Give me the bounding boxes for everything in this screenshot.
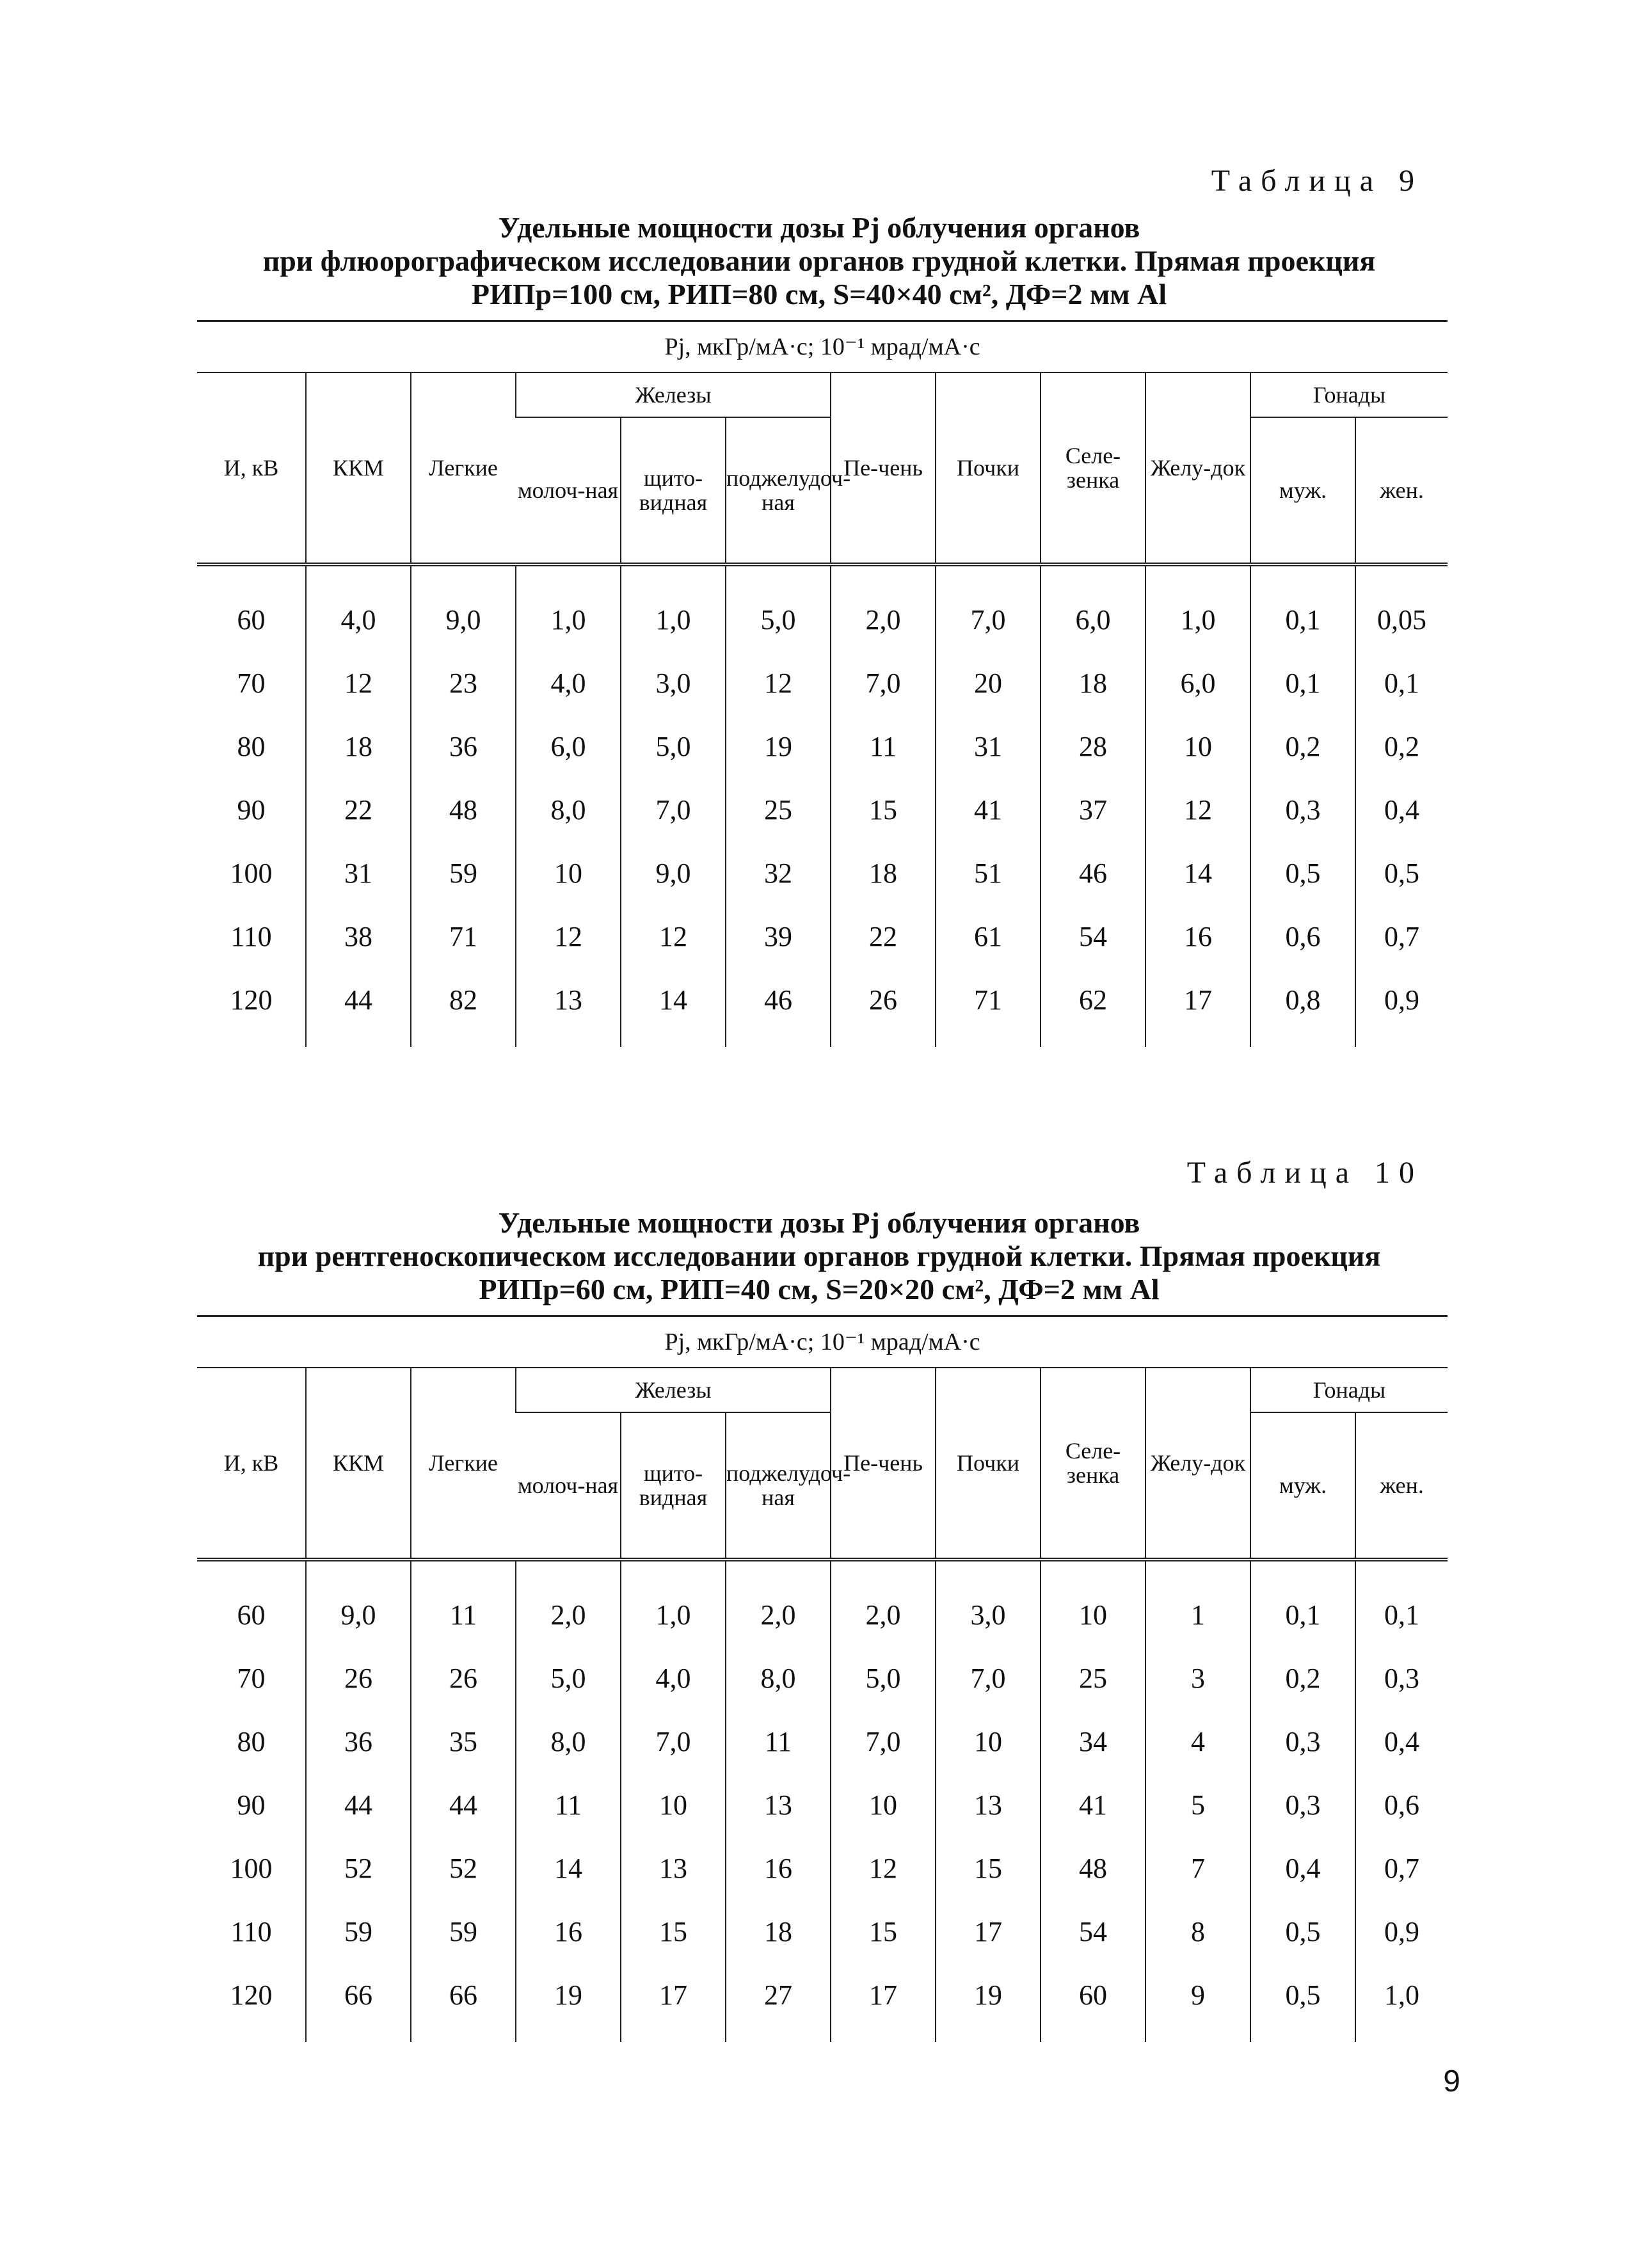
table-cell: 52 bbox=[411, 1837, 516, 1900]
table-cell: 4,0 bbox=[621, 1647, 726, 1710]
table-cell: 35 bbox=[411, 1710, 516, 1773]
row-kv-cell: 60 bbox=[197, 564, 306, 651]
table-10 bbox=[197, 1315, 1448, 2042]
table-cell: 11 bbox=[516, 1773, 621, 1837]
row-kv-cell: 100 bbox=[230, 1853, 273, 1884]
header-kv: И, кВ bbox=[197, 372, 306, 564]
table-cell: 16 bbox=[1145, 905, 1250, 968]
header-kidneys: Почки bbox=[936, 372, 1041, 564]
table-row bbox=[197, 968, 1448, 1047]
table-row bbox=[197, 905, 1448, 968]
table-cell: 0,1 bbox=[1250, 564, 1355, 651]
table-row bbox=[197, 1837, 1448, 1900]
table-cell: 0,5 bbox=[1355, 842, 1448, 905]
table-cell: 16 bbox=[726, 1837, 831, 1900]
table-cell: 17 bbox=[1145, 968, 1250, 1047]
table-cell: 12 bbox=[516, 905, 621, 968]
table-cell: 25 bbox=[1041, 1647, 1145, 1710]
table-cell: 31 bbox=[306, 842, 411, 905]
table-cell: 0,9 bbox=[1355, 968, 1448, 1047]
table-cell: 62 bbox=[1041, 968, 1145, 1047]
table-9-caption: Таблица 9 bbox=[1211, 164, 1423, 198]
table-cell: 2,0 bbox=[831, 564, 936, 651]
table-cell: 0,3 bbox=[1250, 778, 1355, 842]
table-cell: 13 bbox=[621, 1837, 726, 1900]
header-female: жен. bbox=[1355, 417, 1448, 564]
row-kv-cell: 90 bbox=[237, 794, 266, 826]
table-9-title-line-1: Удельные мощности дозы Pj облучения органов bbox=[498, 211, 1140, 244]
table-cell: 46 bbox=[726, 968, 831, 1047]
row-kv-cell: 60 bbox=[197, 1560, 306, 1647]
table-cell: 0,3 bbox=[1355, 1647, 1448, 1710]
table-cell: 0,9 bbox=[1355, 1900, 1448, 1963]
table-row bbox=[197, 1710, 1448, 1773]
table-cell: 5,0 bbox=[621, 715, 726, 778]
table-cell: 9 bbox=[1145, 1963, 1250, 2042]
table-cell: 54 bbox=[1041, 1900, 1145, 1963]
table-cell: 26 bbox=[831, 968, 936, 1047]
table-cell: 25 bbox=[726, 778, 831, 842]
row-kv-cell: 70 bbox=[237, 667, 266, 699]
table-cell: 0,6 bbox=[1355, 1773, 1448, 1837]
table-row bbox=[197, 1773, 1448, 1837]
header-liver: Пе-чень bbox=[831, 1368, 936, 1560]
table-cell: 0,5 bbox=[1250, 842, 1355, 905]
table-cell: 13 bbox=[726, 1773, 831, 1837]
table-cell: 15 bbox=[831, 778, 936, 842]
table-cell: 1,0 bbox=[621, 1560, 726, 1647]
table-cell: 59 bbox=[411, 1900, 516, 1963]
table-cell: 0,7 bbox=[1355, 905, 1448, 968]
table-cell: 48 bbox=[411, 778, 516, 842]
table-cell: 10 bbox=[621, 1773, 726, 1837]
table-row bbox=[197, 778, 1448, 842]
table-cell: 38 bbox=[306, 905, 411, 968]
table-9 bbox=[197, 320, 1448, 1047]
table-cell: 11 bbox=[726, 1710, 831, 1773]
row-kv-cell: 120 bbox=[230, 984, 273, 1016]
row-kv-cell: 70 bbox=[237, 1663, 266, 1694]
table-cell: 3,0 bbox=[936, 1560, 1041, 1647]
table-cell: 0,4 bbox=[1355, 778, 1448, 842]
table-cell: 15 bbox=[831, 1900, 936, 1963]
row-kv-cell: 110 bbox=[230, 921, 272, 952]
header-glands: Железы bbox=[516, 372, 831, 417]
table-cell: 2,0 bbox=[831, 1560, 936, 1647]
table-cell: 3,0 bbox=[621, 651, 726, 715]
table-cell: 6,0 bbox=[1041, 564, 1145, 651]
row-kv-cell: 90 bbox=[237, 1789, 266, 1821]
table-cell: 10 bbox=[1145, 715, 1250, 778]
table-cell: 22 bbox=[831, 905, 936, 968]
table-cell: 0,1 bbox=[1355, 1560, 1448, 1647]
table-cell: 0,7 bbox=[1355, 1837, 1448, 1900]
table-cell: 12 bbox=[831, 1837, 936, 1900]
table-cell: 15 bbox=[621, 1900, 726, 1963]
unit-header: Pj, мкГр/мА·с; 10⁻¹ мрад/мА·с bbox=[197, 321, 1448, 373]
table-row bbox=[197, 651, 1448, 715]
table-cell: 17 bbox=[831, 1963, 936, 2042]
table-cell: 1,0 bbox=[516, 564, 621, 651]
header-breast: молоч-ная bbox=[516, 1412, 621, 1560]
table-cell: 5 bbox=[1145, 1773, 1250, 1837]
table-cell: 8 bbox=[1145, 1900, 1250, 1963]
table-cell: 7,0 bbox=[936, 564, 1041, 651]
page-number: 9 bbox=[1443, 2064, 1460, 2098]
header-liver: Пе-чень bbox=[831, 372, 936, 564]
table-row bbox=[197, 564, 1448, 651]
table-cell: 1 bbox=[1145, 1560, 1250, 1647]
table-cell: 10 bbox=[831, 1773, 936, 1837]
table-cell: 16 bbox=[516, 1900, 621, 1963]
table-cell: 1,0 bbox=[621, 564, 726, 651]
header-gonads: Гонады bbox=[1250, 372, 1448, 417]
header-glands: Железы bbox=[516, 1368, 831, 1412]
table-cell: 0,2 bbox=[1355, 715, 1448, 778]
table-cell: 11 bbox=[831, 715, 936, 778]
table-cell: 1,0 bbox=[1355, 1963, 1448, 2042]
table-cell: 17 bbox=[621, 1963, 726, 2042]
table-cell: 71 bbox=[411, 905, 516, 968]
table-cell: 28 bbox=[1041, 715, 1145, 778]
table-cell: 4 bbox=[1145, 1710, 1250, 1773]
table-cell: 34 bbox=[1041, 1710, 1145, 1773]
table-cell: 7,0 bbox=[831, 651, 936, 715]
table-cell: 41 bbox=[936, 778, 1041, 842]
table-cell: 0,5 bbox=[1250, 1963, 1355, 2042]
table-cell: 0,1 bbox=[1250, 1560, 1355, 1647]
table-cell: 44 bbox=[306, 1773, 411, 1837]
table-cell: 12 bbox=[1145, 778, 1250, 842]
table-cell: 22 bbox=[306, 778, 411, 842]
table-cell: 12 bbox=[726, 651, 831, 715]
table-cell: 7,0 bbox=[936, 1647, 1041, 1710]
table-cell: 14 bbox=[621, 968, 726, 1047]
table-cell: 7,0 bbox=[621, 1710, 726, 1773]
header-thyroid: щито-видная bbox=[621, 1412, 726, 1560]
table-cell: 0,1 bbox=[1355, 651, 1448, 715]
table-row bbox=[197, 1963, 1448, 2042]
table-cell: 3 bbox=[1145, 1647, 1250, 1710]
table-cell: 23 bbox=[411, 651, 516, 715]
table-row bbox=[197, 1900, 1448, 1963]
table-10-title-line-3: РИПр=60 см, РИП=40 см, S=20×20 см², ДФ=2 мм Al bbox=[479, 1273, 1160, 1306]
table-9-title bbox=[192, 211, 1446, 311]
table-cell: 19 bbox=[726, 715, 831, 778]
header-kkm: ККМ bbox=[306, 372, 411, 564]
table-cell: 0,05 bbox=[1355, 564, 1448, 651]
table-cell: 0,4 bbox=[1355, 1710, 1448, 1773]
header-kkm: ККМ bbox=[306, 1368, 411, 1560]
table-cell: 13 bbox=[936, 1773, 1041, 1837]
table-cell: 0,4 bbox=[1250, 1837, 1355, 1900]
table-cell: 36 bbox=[306, 1710, 411, 1773]
table-cell: 27 bbox=[726, 1963, 831, 2042]
table-cell: 82 bbox=[411, 968, 516, 1047]
table-cell: 15 bbox=[936, 1837, 1041, 1900]
header-pancreas: поджелудоч-ная bbox=[726, 417, 831, 564]
table-cell: 0,6 bbox=[1250, 905, 1355, 968]
table-cell: 31 bbox=[936, 715, 1041, 778]
header-male: муж. bbox=[1250, 1412, 1355, 1560]
table-cell: 12 bbox=[306, 651, 411, 715]
table-9-title-line-3: РИПр=100 см, РИП=80 см, S=40×40 см², ДФ=2 мм Al bbox=[471, 278, 1167, 310]
table-cell: 0,3 bbox=[1250, 1710, 1355, 1773]
table-cell: 20 bbox=[936, 651, 1041, 715]
table-cell: 11 bbox=[411, 1560, 516, 1647]
table-cell: 2,0 bbox=[726, 1560, 831, 1647]
header-male: муж. bbox=[1250, 417, 1355, 564]
table-cell: 9,0 bbox=[621, 842, 726, 905]
table-cell: 14 bbox=[516, 1837, 621, 1900]
table-cell: 9,0 bbox=[306, 1560, 411, 1647]
header-kidneys: Почки bbox=[936, 1368, 1041, 1560]
table-cell: 18 bbox=[306, 715, 411, 778]
table-cell: 2,0 bbox=[516, 1560, 621, 1647]
table-cell: 46 bbox=[1041, 842, 1145, 905]
table-cell: 4,0 bbox=[516, 651, 621, 715]
table-cell: 0,2 bbox=[1250, 715, 1355, 778]
table-cell: 66 bbox=[306, 1963, 411, 2042]
table-cell: 19 bbox=[936, 1963, 1041, 2042]
table-cell: 0,8 bbox=[1250, 968, 1355, 1047]
table-10-title-line-1: Удельные мощности дозы Pj облучения органов bbox=[498, 1206, 1140, 1239]
table-cell: 14 bbox=[1145, 842, 1250, 905]
table-cell: 60 bbox=[1041, 1963, 1145, 2042]
row-kv-cell: 100 bbox=[230, 858, 273, 889]
table-cell: 8,0 bbox=[726, 1647, 831, 1710]
table-cell: 59 bbox=[411, 842, 516, 905]
table-cell: 5,0 bbox=[516, 1647, 621, 1710]
table-cell: 4,0 bbox=[306, 564, 411, 651]
table-10-caption: Таблица 10 bbox=[1186, 1156, 1423, 1190]
table-cell: 6,0 bbox=[1145, 651, 1250, 715]
table-cell: 10 bbox=[516, 842, 621, 905]
header-breast: молоч-ная bbox=[516, 417, 621, 564]
header-gonads: Гонады bbox=[1250, 1368, 1448, 1412]
table-cell: 59 bbox=[306, 1900, 411, 1963]
table-cell: 61 bbox=[936, 905, 1041, 968]
table-cell: 66 bbox=[411, 1963, 516, 2042]
header-kv: И, кВ bbox=[197, 1368, 306, 1560]
table-cell: 0,1 bbox=[1250, 651, 1355, 715]
header-stomach: Желу-док bbox=[1145, 1368, 1250, 1560]
table-row bbox=[197, 1560, 1448, 1647]
table-cell: 32 bbox=[726, 842, 831, 905]
table-9-body bbox=[197, 564, 1448, 1047]
table-cell: 18 bbox=[831, 842, 936, 905]
table-cell: 9,0 bbox=[411, 564, 516, 651]
table-cell: 7 bbox=[1145, 1837, 1250, 1900]
table-cell: 5,0 bbox=[726, 564, 831, 651]
table-cell: 5,0 bbox=[831, 1647, 936, 1710]
table-cell: 6,0 bbox=[516, 715, 621, 778]
table-cell: 26 bbox=[411, 1647, 516, 1710]
table-cell: 13 bbox=[516, 968, 621, 1047]
table-cell: 0,3 bbox=[1250, 1773, 1355, 1837]
table-cell: 10 bbox=[936, 1710, 1041, 1773]
row-kv-cell: 80 bbox=[237, 731, 266, 762]
unit-header: Pj, мкГр/мА·с; 10⁻¹ мрад/мА·с bbox=[197, 1316, 1448, 1368]
table-cell: 39 bbox=[726, 905, 831, 968]
table-cell: 26 bbox=[306, 1647, 411, 1710]
table-cell: 36 bbox=[411, 715, 516, 778]
table-cell: 54 bbox=[1041, 905, 1145, 968]
table-cell: 44 bbox=[306, 968, 411, 1047]
table-10-title bbox=[192, 1206, 1446, 1306]
row-kv-cell: 110 bbox=[230, 1916, 272, 1947]
table-cell: 48 bbox=[1041, 1837, 1145, 1900]
table-row bbox=[197, 842, 1448, 905]
table-cell: 52 bbox=[306, 1837, 411, 1900]
table-row bbox=[197, 715, 1448, 778]
table-10-body bbox=[197, 1560, 1448, 2042]
table-cell: 10 bbox=[1041, 1560, 1145, 1647]
table-cell: 8,0 bbox=[516, 1710, 621, 1773]
table-cell: 7,0 bbox=[621, 778, 726, 842]
table-cell: 41 bbox=[1041, 1773, 1145, 1837]
table-cell: 8,0 bbox=[516, 778, 621, 842]
table-cell: 18 bbox=[1041, 651, 1145, 715]
table-cell: 17 bbox=[936, 1900, 1041, 1963]
table-cell: 18 bbox=[726, 1900, 831, 1963]
table-cell: 1,0 bbox=[1145, 564, 1250, 651]
header-female: жен. bbox=[1355, 1412, 1448, 1560]
header-lungs: Легкие bbox=[411, 372, 516, 564]
table-cell: 37 bbox=[1041, 778, 1145, 842]
row-kv-cell: 80 bbox=[237, 1726, 266, 1757]
header-thyroid: щито-видная bbox=[621, 417, 726, 564]
table-row bbox=[197, 1647, 1448, 1710]
header-spleen: Селе-зенка bbox=[1041, 372, 1145, 564]
table-cell: 44 bbox=[411, 1773, 516, 1837]
table-cell: 12 bbox=[621, 905, 726, 968]
header-pancreas: поджелудоч-ная bbox=[726, 1412, 831, 1560]
table-9-title-line-2: при флюорографическом исследовании органов грудной клетки. Прямая проекция bbox=[262, 244, 1376, 277]
table-cell: 7,0 bbox=[831, 1710, 936, 1773]
row-kv-cell: 120 bbox=[230, 1979, 273, 2011]
header-lungs: Легкие bbox=[411, 1368, 516, 1560]
table-cell: 0,2 bbox=[1250, 1647, 1355, 1710]
header-spleen: Селе-зенка bbox=[1041, 1368, 1145, 1560]
header-stomach: Желу-док bbox=[1145, 372, 1250, 564]
table-10-title-line-2: при рентгеноскопическом исследовании органов грудной клетки. Прямая проекция bbox=[257, 1240, 1381, 1272]
table-cell: 19 bbox=[516, 1963, 621, 2042]
table-cell: 0,5 bbox=[1250, 1900, 1355, 1963]
table-cell: 51 bbox=[936, 842, 1041, 905]
table-cell: 71 bbox=[936, 968, 1041, 1047]
